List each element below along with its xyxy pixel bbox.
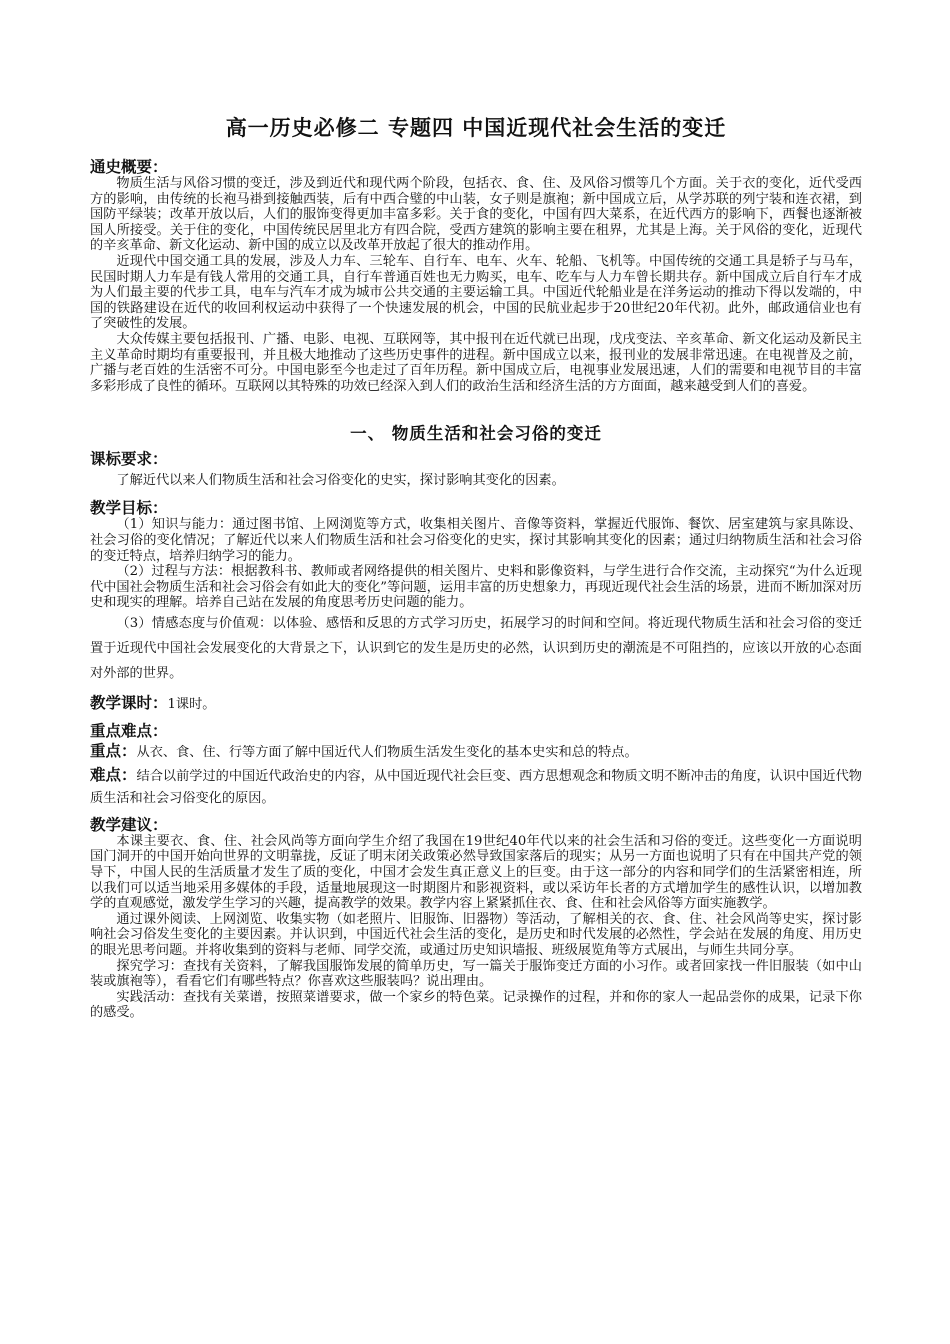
advice-paragraph: 本课主要衣、食、住、社会风尚等方面向学生介绍了我国在19世纪40年代以来的社会生活和习俗的变迁。这些变化一方面说明国门洞开的中国开始向世界的文明靠拢，反证了明末闭关政策必然导致国家落后的现实；从另一方面也说明了只有在中国共产党的领导下，中国人民的生活质量才发生了质的变化，中国才会发生真正意义上的巨变。由于这一部分的内容和同学们的生活紧密相连，所以我们可以适当地采用多媒体的手段，适量地展现这一时期图片和影视资料，或以采访年长者的方式增加学生的感性认识，以增加教学的直观感觉，激发学生学习的兴趣，提高教学的效果。教学内容上紧紧抓住衣、食、住和社会风俗等方面实施教学。 xyxy=(90,833,862,912)
goal-item: （2）过程与方法：根据教科书、教师或者网络提供的相关图片、史料和影像资料，与学生进行合作交流，主动探究“为什么近现代中国社会物质生活和社会习俗会有如此大的变化”等问题，运用丰富的历史想象力，再现近现代社会生活的场景，进而不断加深对历史和现实的理解。培养自己站在发展的角度思考历史问题的能力。 xyxy=(90,564,862,611)
key-heading: 重点难点： xyxy=(90,721,168,740)
key-text: 从衣、食、住、行等方面了解中国近代人们物质生活发生变化的基本史实和总的特点。 xyxy=(136,744,638,760)
overview-paragraph: 物质生活与风俗习惯的变迁，涉及到近代和现代两个阶段，包括衣、食、住、及风俗习惯等几个方面。关于衣的变化，近代受西方的影响，由传统的长袍马褂到接触西装，后有中西合璧的中山装，女子则是旗袍；新中国成立后，从学苏联的列宁装和连衣裙，到国防平绿装；改革开放以后，人们的服饰变得更加丰富多彩。关于食的变化，中国有四大菜系，在近代西方的影响下，西餐也逐渐被国人所接受。关于住的变化，中国传统民居里北方有四合院，受西方建筑的影响主要在租界，尤其是上海。关于风俗的变化，近现代的辛亥革命、新文化运动、新中国的成立以及改革开放起了很大的推动作用。 xyxy=(90,176,862,254)
goal-item: （1）知识与能力：通过图书馆、上网浏览等方式，收集相关图片、音像等资料，掌握近代服饰、餐饮、居室建筑与家具陈设、社会习俗的变化情况；了解近代以来人们物质生活和社会习俗变化的史实，探讨其影响其变化的因素；通过归纳物质生活和社会习俗的变迁特点，培养归纳学习的能力。 xyxy=(90,517,862,564)
difficult-text: 结合以前学过的中国近代政治史的内容，从中国近现代社会巨变、西方思想观念和物质文明不断冲击的角度，认识中国近代物质生活和社会习俗变化的原因。 xyxy=(90,768,862,806)
advice-paragraph: 探究学习：查找有关资料，了解我国服饰发展的简单历史，写一篇关于服饰变迁方面的小习作。或者回家找一件旧服装（如中山装或旗袍等），看看它们有哪些特点？你喜欢这些服装吗？说出理由。 xyxy=(90,958,862,990)
hours-label: 教学课时： xyxy=(90,693,168,712)
difficult-label: 难点： xyxy=(90,765,137,784)
key-label: 重点： xyxy=(90,741,137,760)
page-title: 高一历史必修二 专题四 中国近现代社会生活的变迁 xyxy=(225,116,727,140)
overview-paragraph: 近现代中国交通工具的发展，涉及人力车、三轮车、自行车、电车、火车、轮船、飞机等。中国传统的交通工具是轿子与马车，民国时期人力车是有钱人常用的交通工具，自行车普通百姓也无力购买，电车、吃车与人力车曾长期共存。新中国成立后自行车才成为人们最主要的代步工具，电车与汽车才成为城市公共交通的主要运输工具。中国近代轮船业是在洋务运动的推动下得以发端的，中国的铁路建设在近代的收回利权运动中获得了一个快速发展的机会，中国的民航业起步于20世纪20年代初。此外，邮政通信业也有了突破性的发展。 xyxy=(90,253,862,332)
overview-heading: 通史概要： xyxy=(90,158,168,176)
section-heading: 一、 物质生活和社会习俗的变迁 xyxy=(350,424,602,444)
advice-paragraph: 通过课外阅读、上网浏览、收集实物（如老照片、旧服饰、旧器物）等活动，了解相关的衣、食、住、社会风尚等史实，探讨影响社会习俗发生变化的主要因素。并认识到，中国近代社会生活的变化，是历史和时代发展的必然性，学会站在发展的角度、用历史的眼光思考问题。并将收集到的资料与老师、同学交流，或通过历史知识墙报、班级展览角等方式展出，与师生共同分享。 xyxy=(90,911,862,959)
standard-text: 了解近代以来人们物质生活和社会习俗变化的史实，探讨影响其变化的因素。 xyxy=(116,473,565,489)
hours-value: 1课时。 xyxy=(167,696,216,712)
standard-heading: 课标要求： xyxy=(90,450,168,469)
document-page xyxy=(90,112,862,1021)
goals-heading: 教学目标： xyxy=(90,499,168,518)
difficult-line xyxy=(90,764,862,810)
key-line xyxy=(90,740,862,764)
goal-item: （3）情感态度与价值观：以体验、感悟和反思的方式学习历史，拓展学习的时间和空间。将近现代物质生活和社会习俗的变迁置于近现代中国社会发展变化的大背景之下，认识到它的发生是历史的必然，认识到历史的潮流是不可阻挡的，应该以开放的心态面对外部的世界。 xyxy=(90,615,862,681)
advice-heading: 教学建议： xyxy=(90,815,168,834)
overview-paragraph: 大众传媒主要包括报刊、广播、电影、电视、互联网等，其中报刊在近代就已出现，戊戌变法、辛亥革命、新文化运动及新民主主义革命时期均有重要报刊，并且极大地推动了这些历史事件的进程。新中国成立以来，报刊业的发展非常迅速。在电视普及之前，广播与老百姓的生活密不可分。中国电影至今也走过了百年历程。新中国成立后，电视事业发展迅速，人们的需要和电视节目的丰富多彩形成了良性的循环。互联网以其特殊的功效已经深入到人们的政治生活和经济生活的方方面面，越来越受到人们的喜爱。 xyxy=(90,331,862,394)
advice-paragraph: 实践活动：查找有关菜谱，按照菜谱要求，做一个家乡的特色菜。记录操作的过程，并和你的家人一起品尝你的成果，记录下你的感受。 xyxy=(90,989,862,1021)
hours-line xyxy=(90,692,862,716)
